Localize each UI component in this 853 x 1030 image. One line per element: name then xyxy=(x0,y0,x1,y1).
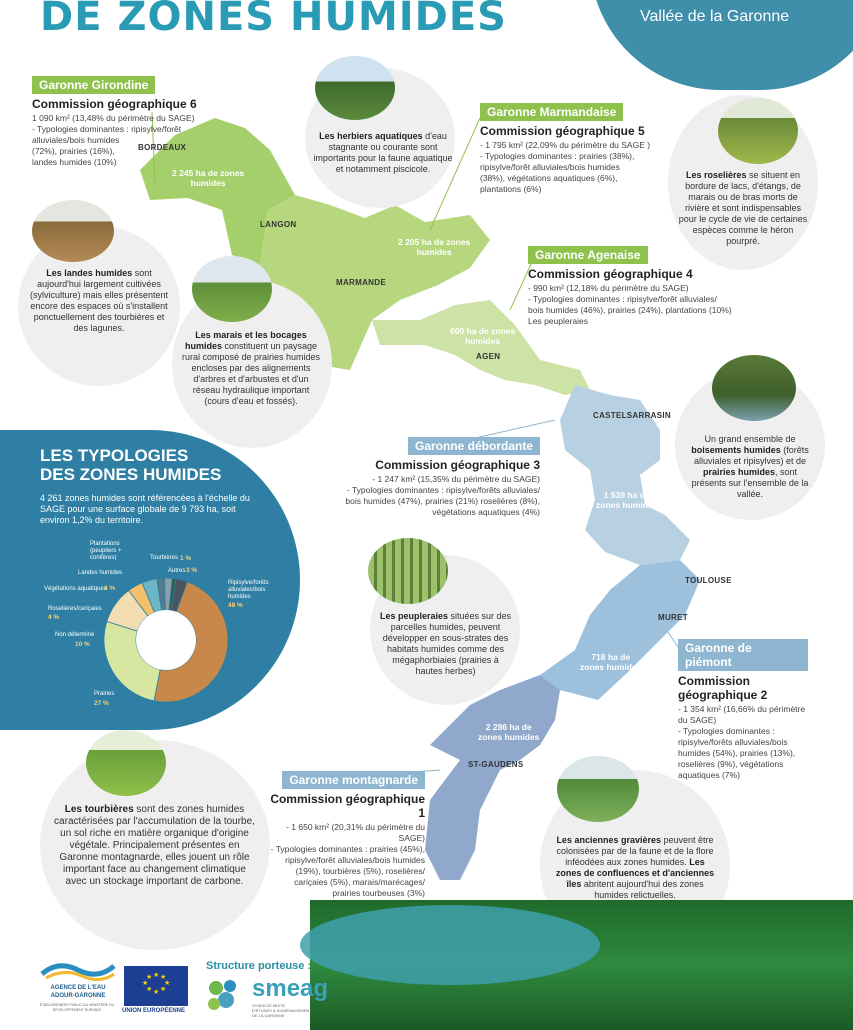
boisements-photo xyxy=(712,355,796,421)
boisements-text: Un grand ensemble de boisements humides (forêts alluviales et ripisylves) et de prairies humides, sont présents sur l'ensemble de la vallée. xyxy=(691,434,809,499)
commission-title: Commission géographique 2 xyxy=(678,674,768,702)
donut-pct-non-determine: 10 % xyxy=(75,641,90,648)
area-girondine: 2 245 ha de zones humides xyxy=(172,168,245,188)
map-region-piemont xyxy=(540,560,700,700)
svg-text:★: ★ xyxy=(146,973,153,981)
eu-label: UNION EUROPÉENNE xyxy=(122,1008,186,1014)
donut-label-tourbieres: Tourbières xyxy=(150,555,179,561)
area-marmandaise: 2 205 ha de zones humides xyxy=(398,237,471,257)
region-tag: Garonne de piémont xyxy=(678,639,808,671)
city-marmande: MARMANDE xyxy=(336,278,386,287)
commission-title: Commission géographique 1 xyxy=(270,792,425,820)
region-debordante-info xyxy=(340,437,540,518)
peupleraies-photo xyxy=(368,538,448,604)
region-montagnarde-info xyxy=(265,771,425,899)
area-piemont: 718 ha de zones humides xyxy=(580,652,642,672)
peupleraies-text: Les peupleraies situées sur des parcelles humides, peuvent développer en sous-strates des habitats humides comme des mégaphorbiaies (prairies à hautes herbes) xyxy=(379,611,512,676)
typologies-title: LES TYPOLOGIES DES ZONES HUMIDES xyxy=(40,446,222,484)
city-langon: LANGON xyxy=(260,220,297,229)
donut-pct-autres: 3 % xyxy=(186,567,198,574)
area-montagnarde: 2 286 ha de zones humides xyxy=(478,722,540,742)
donut-label-plantations: Plantations (peupliers + conifères) xyxy=(90,541,122,561)
structure-label: Structure porteuse : xyxy=(206,960,312,972)
donut-label-landes: Landes humides xyxy=(78,570,123,576)
region-desc: - 1 650 km² (20,31% du périmètre du SAGE) - Typologies dominantes : prairies (45%), ripisylve/forêt alluviales/bois humides (19%), tourbières (5%), roselières/ cariçaies (5%), marais/marécages/ prairies tourbeuses (3%) xyxy=(270,822,425,898)
donut-pct-roselieres: 4 % xyxy=(48,614,60,621)
agence-eau-name: AGENCE DE L'EAU ADOUR-GARONNE xyxy=(50,985,106,999)
agence-eau-subtitle: ÉTABLISSEMENT PUBLIC DU MINISTÈRE DU DÉVELOPPEMENT DURABLE xyxy=(39,1003,115,1012)
region-tag: Garonne Girondine xyxy=(32,76,155,94)
region-desc: - 1 354 km² (16,66% du périmètre du SAGE) - Typologies dominantes : ripisylve/forêts alluviales/bois humides (54%), prairies (13%), roselières (9%), végétations aquatiques (7%) xyxy=(678,704,806,780)
roselieres-photo xyxy=(718,98,798,164)
svg-text:★: ★ xyxy=(160,973,167,981)
city-bordeaux: BORDEAUX xyxy=(138,143,187,152)
donut-pct-prairies: 27 % xyxy=(94,700,109,707)
region-desc: - 990 km² (12,18% du périmètre du SAGE) - Typologies dominantes : ripisylve/forêt alluviales/ bois humides (46%), prairies (24%), plantations (10%) Les peupleraies xyxy=(528,283,732,326)
agence-eau-logo-icon xyxy=(38,956,118,982)
svg-text:★: ★ xyxy=(160,985,167,993)
region-marmandaise-info xyxy=(480,103,700,195)
region-tag: Garonne Agenaise xyxy=(528,246,648,264)
donut-label-non-determine: Non déterminé xyxy=(55,632,95,638)
commission-title: Commission géographique 4 xyxy=(528,267,693,281)
city-st-gaudens: ST-GAUDENS xyxy=(468,760,524,769)
tourbieres-photo xyxy=(86,730,166,796)
gravieres-text: Les anciennes gravières peuvent être colonisées par de la faune et de la flore inféodées aux zones humides. Les zones de confluences et d'anciennes îles abritent aujourd'hui des zones humides relictuelles. xyxy=(555,835,715,900)
valley-label: Vallée de la Garonne xyxy=(640,8,790,25)
typologies-description: 4 261 zones humides sont référencées à l'échelle du SAGE pour une surface globale de 9 793 ha, soit environ 1,2% du territoire. xyxy=(40,493,250,525)
smeag-subtitle: SYNDICAT MIXTE D'ÉTUDES & D'AMÉNAGEMENT DE LA GARONNE xyxy=(252,1003,312,1018)
smeag-name: smeag xyxy=(252,975,329,1002)
commission-title: Commission géographique 6 xyxy=(32,97,197,111)
tourbieres-text: Les tourbières sont des zones humides caractérisées par l'accumulation de la tourbe, un sol riche en matière organique d'origine végétale. Principalement présentes en Garonne montagnarde, elles jouent un rôle important face au changement climatique avec un stockage important de carbone. xyxy=(54,804,255,887)
donut-label-vegetations: Végétations aquatiques xyxy=(44,586,107,592)
region-tag: Garonne Marmandaise xyxy=(480,103,623,121)
city-agen: AGEN xyxy=(476,352,501,361)
water-background xyxy=(300,905,600,985)
gravieres-photo xyxy=(557,756,639,822)
region-desc: 1 090 km² (13,48% du périmètre du SAGE) - Typologies dominantes : ripisylve/forêt alluviales/bois humides (72%), prairies (16%), landes humides (10%) xyxy=(32,113,195,167)
roselieres-text: Les roselières se situent en bordure de lacs, d'étangs, de marais ou de bras morts de rivière et sont indispensables pour le cycle de vie de certaines espèces comme le héron pourpré. xyxy=(678,170,808,246)
herbiers-photo xyxy=(315,56,395,120)
smeag-logo-icon xyxy=(206,978,246,1014)
donut-hole xyxy=(136,610,196,670)
city-toulouse: TOULOUSE xyxy=(685,576,732,585)
svg-text:★: ★ xyxy=(153,988,160,996)
region-piemont-info xyxy=(678,639,808,781)
donut-label-roselieres: Roselières/cariçaies xyxy=(48,606,102,612)
area-debordante: 1 539 ha de zones humides xyxy=(596,490,658,510)
donut-pct-vegetations: 4 % xyxy=(104,585,116,592)
donut-label-autres: Autres xyxy=(168,568,186,574)
donut-pct-tourbieres: 1 % xyxy=(180,555,192,562)
donut-pct-ripisylve: 48 % xyxy=(228,602,243,609)
svg-text:★: ★ xyxy=(164,979,171,987)
page-title: DE ZONES HUMIDES xyxy=(40,0,507,40)
commission-title: Commission géographique 5 xyxy=(480,124,645,138)
region-tag: Garonne montagnarde xyxy=(282,771,425,789)
donut-label-ripisylve: Ripisylve/forêts alluviales/bois humides xyxy=(228,580,269,600)
region-desc: - 1 795 km² (22,09% du périmètre du SAGE ) - Typologies dominantes : prairies (38%), ripisylve/forêt alluviales/bois humides (38%), végétations aquatiques (6%), plantations (6%) xyxy=(480,140,651,194)
region-desc: - 1 247 km² (15,35% du périmètre du SAGE) - Typologies dominantes : ripisylve/forêts alluviales/ bois humides (47%), prairies (21%) roselières (8%), végétations aquatiques (4%) xyxy=(345,474,540,517)
herbiers-text: Les herbiers aquatiques d'eau stagnante ou courante sont importants pour la faune aquatique et notamment piscicole. xyxy=(313,131,453,174)
marais-text: Les marais et les bocages humides constituent un paysage rural composé de prairies humides encloses par des alignements d'arbres et d'arbustes et d'un réseau hydraulique important (cours d'eau et fossés). xyxy=(181,330,321,406)
eu-flag-icon xyxy=(124,966,188,1006)
landes-text: Les landes humides sont aujourd'hui largement cultivées (sylviculture) mais elles présentent encore des espaces où s'installent ponctuellement des tourbières et des lagunes. xyxy=(29,268,169,333)
area-agenaise: 600 ha de zones humides xyxy=(450,326,516,346)
svg-text:★: ★ xyxy=(142,979,149,987)
map-region-montagnarde xyxy=(425,675,560,880)
city-castelsarrasin: CASTELSARRASIN xyxy=(593,411,671,420)
region-tag: Garonne débordante xyxy=(408,437,540,455)
city-muret: MURET xyxy=(658,613,688,622)
typologies-donut-chart xyxy=(0,0,300,730)
svg-text:★: ★ xyxy=(146,985,153,993)
svg-text:★: ★ xyxy=(153,971,160,979)
donut-label-prairies: Prairies xyxy=(94,691,115,697)
commission-title: Commission géographique 3 xyxy=(375,458,540,472)
